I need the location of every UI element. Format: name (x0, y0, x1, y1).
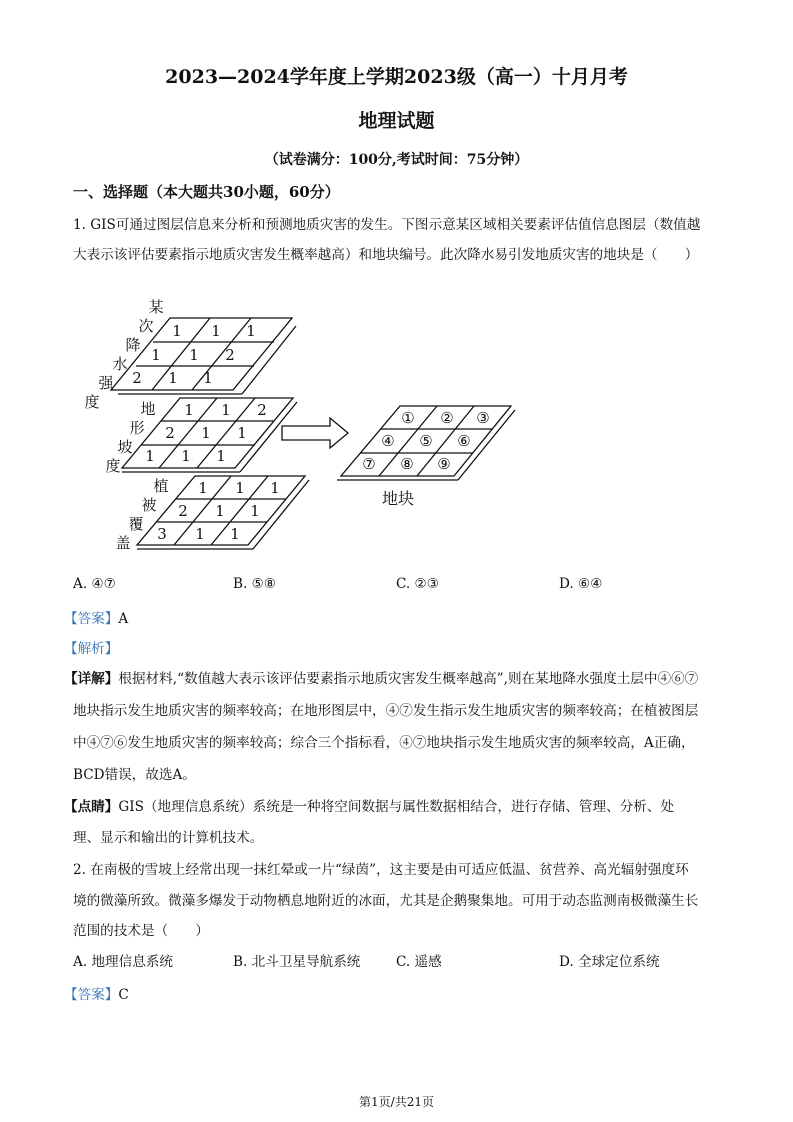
layer1-cell: 1 (151, 346, 161, 364)
layer1-cell: 1 (189, 346, 199, 364)
layer2-cell: 1 (184, 401, 194, 419)
layer3-cell: 2 (178, 502, 188, 520)
answer-tag: 【答案】 (64, 611, 119, 627)
q1-tip-line2: 理、显示和输出的计算机技术。 (73, 830, 264, 846)
layer1-cell: 1 (168, 369, 178, 387)
layer2-cell: 2 (165, 424, 175, 442)
parcel-cell: ⑧ (400, 455, 414, 473)
layer1-cell: 1 (203, 369, 213, 387)
section-heading: 一、选择题（本大题共30小题，60分） (73, 183, 340, 201)
q2-answer (64, 983, 129, 1003)
page-footer: 第1页/共21页 (359, 1095, 434, 1109)
layer2-cell: 1 (216, 447, 226, 465)
layer1-label-char: 降 (125, 336, 141, 354)
parcel-cell: ⑦ (362, 455, 376, 473)
layer3-cell: 1 (235, 479, 245, 497)
q1-detail-line3: 中④⑦⑥发生地质灾害的频率较高；综合三个指标看，④⑦地块指示发生地质灾害的频率较高，A正确， (73, 735, 695, 751)
q2-stem-line3: 范围的技术是（ ） (73, 923, 209, 939)
layer3-label-char: 盖 (115, 534, 131, 552)
subject-title: 地理试题 (358, 110, 435, 132)
parcel-cell: ① (401, 409, 415, 427)
layer1-cell: 2 (225, 346, 235, 364)
layer2-cell: 1 (221, 401, 231, 419)
parcel-cell: ⑨ (437, 455, 451, 473)
layer2-label-char: 度 (105, 457, 121, 475)
q1-stem-line2: 大表示该评估要素指示地质灾害发生概率越高）和地块编号。此次降水易引发地质灾害的地块是（ ） (73, 247, 699, 263)
parcel-cell: ③ (476, 409, 490, 427)
layer3-label-char: 植 (153, 477, 169, 495)
layer3-cell: 3 (157, 525, 167, 543)
layer3-cell: 1 (215, 502, 225, 520)
q1-option-a[interactable]: A. ④⑦ (73, 576, 116, 592)
layer1-label-char: 某 (148, 298, 164, 316)
q2-stem-line2: 境的微藻所致。微藻多爆发于动物栖息地附近的冰面，尤其是企鹅聚集地。可用于动态监测南极微藻生长 (73, 893, 699, 909)
q1-detail-line2: 地块指示发生地质灾害的频率较高；在地形图层中，④⑦发生指示发生地质灾害的频率较高；在植被图层 (73, 703, 699, 719)
q1-tip-line1 (64, 795, 674, 815)
exam-info: （试卷满分：100分,考试时间：75分钟） (264, 152, 529, 168)
layer2-cell: 1 (145, 447, 155, 465)
gis-layers-drawing (60, 290, 540, 560)
q2-stem-line1: 2. 在南极的雪坡上经常出现一抹红晕或一片“绿茵”，这主要是由可适应低温、贫营养、高光辐射强度环 (73, 862, 689, 878)
layer3-cell: 1 (230, 525, 240, 543)
layer3-cell: 1 (270, 479, 280, 497)
detail-tag: 【详解】 (64, 671, 119, 687)
layer2-cell: 1 (237, 424, 247, 442)
layer3-cell: 1 (195, 525, 205, 543)
q1-detail-line1 (64, 667, 698, 687)
layer1-label-char: 水 (112, 355, 128, 373)
layer2-cell: 1 (201, 424, 211, 442)
layer1-label-char: 次 (138, 317, 154, 335)
q2-option-d[interactable]: D. 全球定位系统 (559, 954, 660, 970)
q1-analysis-tag: 【解析】 (64, 641, 119, 657)
q1-answer (64, 607, 128, 627)
layer2-cell: 2 (257, 401, 267, 419)
layer3-label-char: 被 (141, 496, 157, 514)
answer-value: A (118, 611, 129, 627)
answer-value: C (118, 987, 129, 1003)
tip-tag: 【点睛】 (64, 799, 119, 815)
page-title: 2023—2024学年度上学期2023级（高一）十月月考 (165, 66, 628, 88)
q2-option-c[interactable]: C. 遥感 (396, 954, 442, 970)
parcel-caption: 地块 (381, 489, 415, 508)
layer1-label-char: 强 (98, 374, 114, 392)
answer-tag: 【答案】 (64, 987, 119, 1003)
q1-detail-line4: BCD错误，故选A。 (73, 767, 196, 783)
q2-option-b[interactable]: B. 北斗卫星导航系统 (233, 954, 361, 970)
parcel-cell: ⑤ (419, 432, 433, 450)
layer1-cell: 1 (172, 322, 182, 340)
layer1-cell: 1 (211, 322, 221, 340)
layer1-cell: 2 (132, 369, 142, 387)
layer1-label-char: 度 (84, 393, 100, 411)
layer1-cell: 1 (246, 322, 256, 340)
layer2-cell: 1 (181, 447, 191, 465)
layer3-cell: 1 (198, 479, 208, 497)
parcel-cell: ⑥ (457, 432, 471, 450)
q1-option-d[interactable]: D. ⑥④ (559, 576, 603, 592)
parcel-cell: ④ (381, 432, 395, 450)
tip-text: GIS（地理信息系统）系统是一种将空间数据与属性数据相结合，进行存储、管理、分析、处 (118, 799, 675, 815)
detail-text: 根据材料,“数值越大表示该评估要素指示地质灾害发生概率越高”,则在某地降水强度土层中④⑥⑦ (118, 671, 699, 687)
layer3-cell: 1 (250, 502, 260, 520)
q1-option-c[interactable]: C. ②③ (396, 576, 439, 592)
layer2-label-char: 地 (140, 400, 156, 418)
q1-option-b[interactable]: B. ⑤⑧ (233, 576, 277, 592)
parcel-cell: ② (440, 409, 454, 427)
layer2-label-char: 形 (129, 419, 145, 437)
q2-option-a[interactable]: A. 地理信息系统 (73, 954, 174, 970)
q1-stem-line1: 1. GIS可通过图层信息来分析和预测地质灾害的发生。下图示意某区域相关要素评估值信息图层（数值越 (73, 217, 701, 233)
layer2-label-char: 坡 (117, 438, 133, 456)
layer3-label-char: 覆 (128, 515, 144, 533)
